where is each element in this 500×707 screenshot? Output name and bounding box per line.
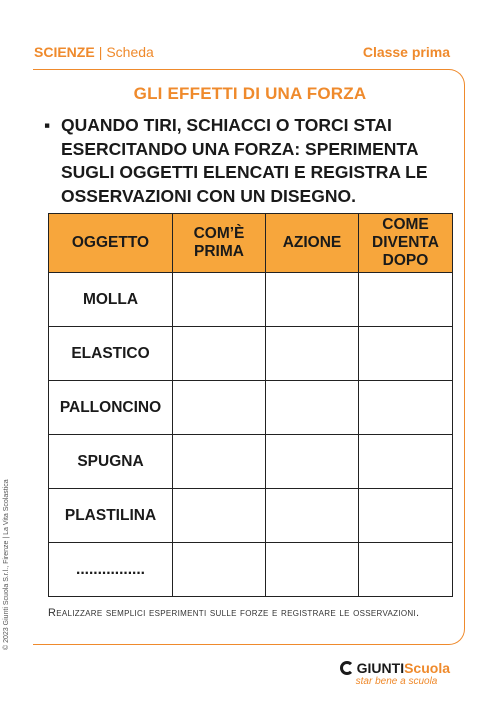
observation-table [48, 213, 453, 597]
drawing-cell-after[interactable] [359, 327, 453, 381]
table-row [49, 543, 453, 597]
drawing-cell-action[interactable] [266, 273, 359, 327]
header-oggetto: OGGETTO [49, 214, 173, 273]
instruction-text: QUANDO TIRI, SCHIACCI O TORCI STAI ESERCITANDO UNA FORZA: SPERIMENTA SUGLI OGGETTI ELENCATI E REGISTRA LE OSSERVAZIONI CON UN DISEGNO. [61, 115, 428, 206]
logo-brand-b: Scuola [404, 660, 450, 676]
bullet-icon: ▪ [44, 115, 51, 135]
drawing-cell-before[interactable] [173, 381, 266, 435]
page-title: GLI EFFETTI DI UNA FORZA [133, 84, 367, 103]
drawing-cell-before[interactable] [173, 273, 266, 327]
drawing-cell-after[interactable] [359, 381, 453, 435]
drawing-cell-before[interactable] [173, 543, 266, 597]
table-row [49, 327, 453, 381]
object-name: PALLONCINO [49, 381, 173, 435]
table-header-row [49, 214, 453, 273]
grade-label: Classe prima [362, 44, 450, 60]
object-name: PLASTILINA [49, 489, 173, 543]
logo-tagline: star bene a scuola [355, 676, 438, 687]
object-name: MOLLA [49, 273, 173, 327]
footnote: Realizzare semplici esperimenti sulle forze e registrare le osservazioni. [48, 607, 420, 619]
drawing-cell-before[interactable] [173, 435, 266, 489]
object-name: SPUGNA [49, 435, 173, 489]
drawing-cell-action[interactable] [266, 543, 359, 597]
table-row [49, 435, 453, 489]
logo-mark-icon [340, 661, 354, 675]
drawing-cell-after[interactable] [359, 489, 453, 543]
object-name-blank[interactable]: ................ [49, 543, 173, 597]
drawing-cell-after[interactable] [359, 273, 453, 327]
header-come-prima: COM’È PRIMA [173, 214, 266, 273]
drawing-cell-action[interactable] [266, 381, 359, 435]
header-come-diventa-dopo: COME DIVENTA DOPO [359, 214, 453, 273]
drawing-cell-action[interactable] [266, 327, 359, 381]
drawing-cell-after[interactable] [359, 543, 453, 597]
instruction-block [44, 114, 454, 208]
publisher-logo [340, 660, 450, 687]
drawing-cell-action[interactable] [266, 435, 359, 489]
drawing-cell-action[interactable] [266, 489, 359, 543]
table-row [49, 489, 453, 543]
drawing-cell-before[interactable] [173, 489, 266, 543]
header-subject-line [34, 44, 154, 60]
sheet-type-label: Scheda [106, 44, 154, 60]
drawing-cell-after[interactable] [359, 435, 453, 489]
object-name: ELASTICO [49, 327, 173, 381]
side-credit: © 2023 Giunti Scuola S.r.l., Firenze | La Vita Scolastica [3, 479, 10, 650]
header-azione: AZIONE [266, 214, 359, 273]
logo-brand-a: GIUNTI [356, 660, 405, 676]
header-separator: | [98, 44, 103, 60]
subject-label: SCIENZE [34, 44, 95, 60]
drawing-cell-before[interactable] [173, 327, 266, 381]
table-row [49, 273, 453, 327]
table-row [49, 381, 453, 435]
